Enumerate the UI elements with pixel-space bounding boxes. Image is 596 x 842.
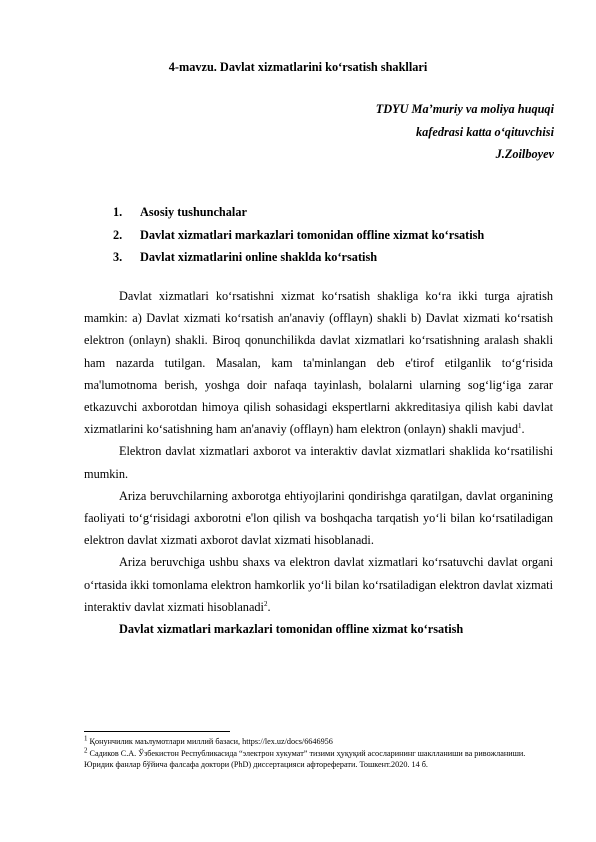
outline-number: 1. [113,205,123,219]
paragraph-text: Ariza beruvchiga ushbu shaxs va elektron davlat xizmatlari ko‘rsatuvchi davlat organi o‘rtasida ikki tomonlama elektron hamkorlik yo‘li bilan ko‘rsatiladigan elektron davlat xizmati interaktiv davlat xizmati hisoblanadi [84,555,553,614]
footnote-text: Садиков С.А. Ўзбекистон Республикасида “электрон хукумат” тизими ҳуқуқий асосларининг шаклланиши ва ривожланиши. Юридик фанлар бўйича фалсафа доктори (PhD) диссертацияси афтореферати. Тошкент.2020. 14 б. [84,748,526,769]
page-title: 4-mavzu. Davlat xizmatlarini ko‘rsatish shakllari [168,60,428,74]
author-affiliation: TDYU Ma’muriy va moliya huquqi [375,102,554,116]
paragraph: Ariza beruvchiga ushbu shaxs va elektron davlat xizmatlari ko‘rsatuvchi davlat organi o‘rtasida ikki tomonlama elektron hamkorlik yo‘li bilan ko‘rsatiladigan elektron davlat xizmati interaktiv davlat xizmati hisoblanadi$^2$. [84,555,553,614]
author-name: J.Zoilboyev [495,147,554,161]
body-text [84,285,553,640]
footnote-ref[interactable]: 2 [263,599,268,608]
footnote-number: 2 [84,745,88,754]
outline-number: 3. [113,250,123,264]
outline-item [113,201,484,224]
outline-item [113,246,484,269]
footnote [84,745,554,771]
author-position: kafedrasi katta o‘qituvchisi [416,124,554,139]
footnote-number: 1 [84,734,88,743]
outline-number: 2. [113,227,123,242]
author-block [376,98,554,166]
paragraph: Elektron davlat xizmatlari axborot va interaktiv davlat xizmatlari shaklida ko‘rsatilishi mumkin. [84,444,553,481]
footnote-divider [84,731,230,732]
paragraph: Davlat xizmatlari ko‘rsatishni xizmat ko‘rsatish shakliga ko‘ra ikki turga ajratish mamkin: a) Davlat xizmati ko‘rsatish an'anaviy (offlayn) shakli b) Davlat xizmati ko‘rsatish elektron (onlayn) shakli. Biroq qonunchilikda davlat xizmatlari ko‘rsatishning aralash shakli ham nazarda tutilgan. Masalan, kam ta'minlangan deb e'tirof etilganlik to‘g‘risida ma'lumotnoma berish, yoshga doir nafaqa tayinlash, bolalarni ularning sog‘lig‘iga zarar etkazuvchi axborotdan himoya qilish sohasidagi ekspertlarni akkreditasiya qilish kabi davlat xizmatlarini ko‘satishning ham an'anaviy (offlayn) ham elektron (onlayn) shakli mavjud$^1$. [84,289,553,437]
outline-item [113,224,484,247]
section-heading: Davlat xizmatlari markazlari tomonidan offline xizmat ko‘rsatish [119,622,464,637]
paragraph-text: Davlat xizmatlari ko‘rsatishni xizmat ko‘rsatish shakliga ko‘ra ikki turga ajratish mamkin: a) Davlat xizmati ko‘rsatish an'anaviy (offlayn) shakli b) Davlat xizmati ko‘rsatish elektron (onlayn) shakli. Biroq qonunchilikda davlat xizmatlari ko‘rsatishning aralash shakli ham nazarda tutilgan. Masalan, kam ta'minlangan deb e'tirof etilganlik to‘g‘risida ma'lumotnoma berish, yoshga doir nafaqa tayinlash, bolalarni ularning sog‘lig‘iga zarar etkazuvchi axborotdan himoya qilish sohasidagi ekspertlarni akkreditasiya qilish kabi davlat xizmatlarini ko‘satishning ham an'anaviy (offlayn) ham elektron (onlayn) shakli mavjud [84,289,553,437]
footnote [84,736,554,748]
paragraph: Ariza beruvchilarning axborotga ehtiyojlarini qondirishga qaratilgan, davlat organining faoliyati to‘g‘risidagi axborotni e'lon qilish va boshqacha tarqatish yo‘li bilan ko‘rsatiladigan elektron davlat xizmati axborot davlat xizmati hisoblanadi. [84,488,553,548]
footnote-text: Қонунчилик маълумотлари миллий базаси, https://lex.uz/docs/6646956 [87,737,333,746]
outline-text: Davlat xizmatlarini online shaklda ko‘rsatish [140,250,378,264]
outline-text: Asosiy tushunchalar [140,205,247,219]
footnote-ref[interactable]: 1 [517,422,522,431]
footnotes [84,736,554,771]
topic-outline [113,201,484,269]
outline-text: Davlat xizmatlari markazlari tomonidan offline xizmat ko‘rsatish [140,227,485,242]
